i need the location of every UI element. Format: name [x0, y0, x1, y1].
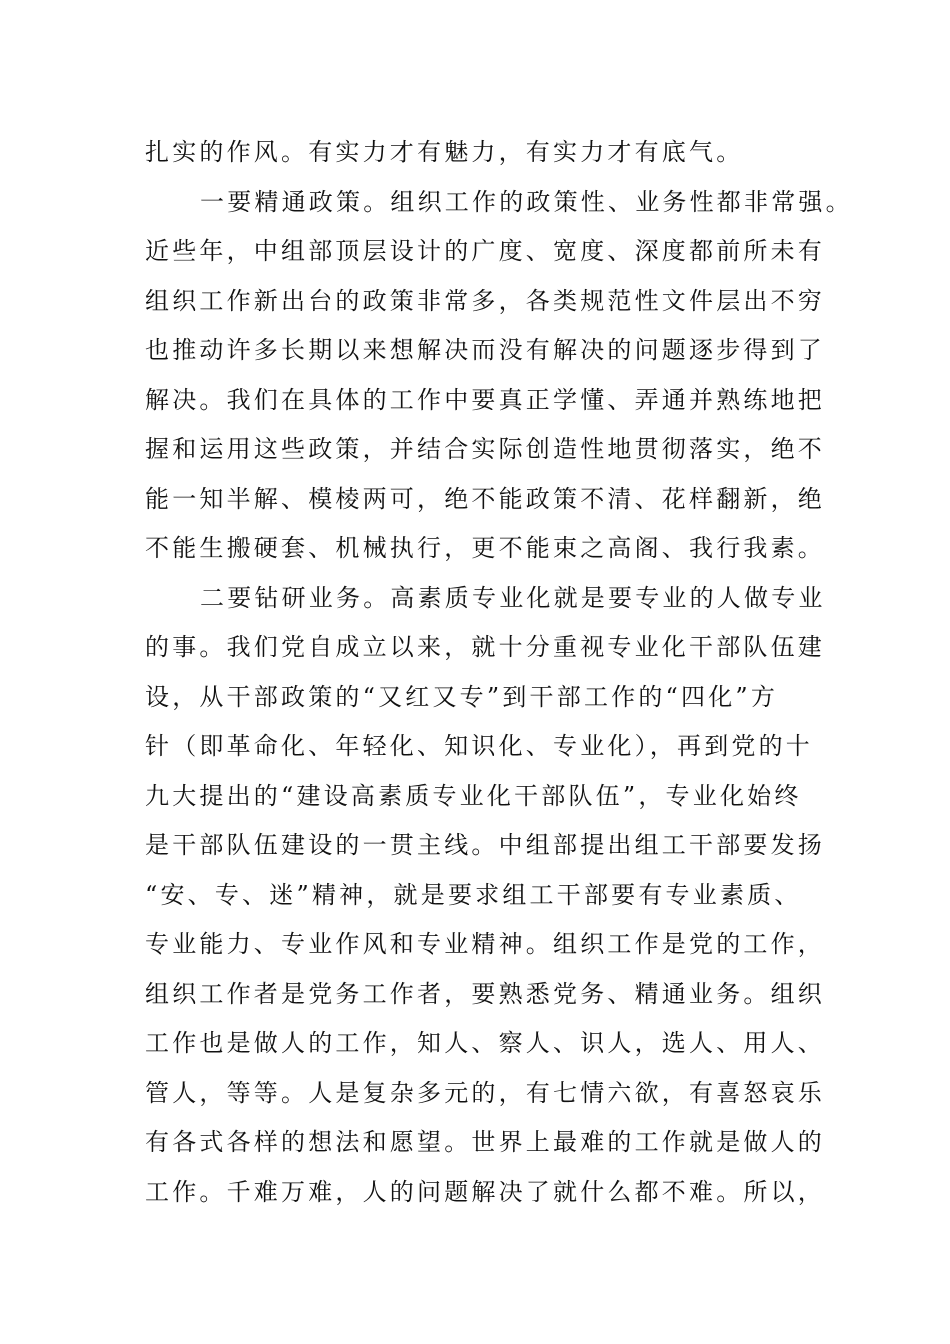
text-line: 近些年，中组部顶层设计的广度、宽度、深度都前所未有: [145, 237, 825, 265]
text-line: 组织工作新出台的政策非常多，各类规范性文件层出不穷: [145, 286, 825, 315]
text-line: 九大提出的“建设高素质专业化干部队伍”，专业化始终: [145, 781, 802, 810]
text-line: 工作。千难万难，人的问题解决了就什么都不难。所以，: [145, 1177, 825, 1206]
text-line: 工作也是做人的工作，知人、察人、识人，选人、用人、: [145, 1029, 825, 1057]
text-line: 不能生搬硬套、机械执行，更不能束之高阁、我行我素。: [145, 534, 825, 562]
body-text: [145, 128, 853, 1217]
text-line: 设，从干部政策的“又红又专”到干部工作的“四化”方: [145, 682, 779, 711]
text-line: “安、专、迷”精神，就是要求组工干部要有专业素质、: [145, 880, 802, 909]
text-line: 解决。我们在具体的工作中要真正学懂、弄通并熟练地把: [145, 385, 825, 414]
text-line: 的事。我们党自成立以来，就十分重视专业化干部队伍建: [145, 633, 825, 661]
text-line: 针（即革命化、年轻化、知识化、专业化），再到党的十: [145, 732, 813, 760]
text-line: 能一知半解、模棱两可，绝不能政策不清、花样翻新，绝: [145, 484, 825, 513]
text-line: 管人，等等。人是复杂多元的，有七情六欲，有喜怒哀乐: [145, 1078, 825, 1107]
text-line: 二要钻研业务。高素质专业化就是要专业的人做专业: [200, 583, 826, 612]
text-line: 一要精通政策。组织工作的政策性、业务性都非常强。: [200, 187, 853, 216]
text-line: 扎实的作风。有实力才有魅力，有实力才有底气。: [145, 138, 744, 166]
text-line: 专业能力、专业作风和专业精神。组织工作是党的工作，: [145, 930, 825, 958]
text-line: 也推动许多长期以来想解决而没有解决的问题逐步得到了: [145, 336, 825, 364]
text-line: 组织工作者是党务工作者，要熟悉党务、精通业务。组织: [145, 979, 825, 1008]
text-line: 是干部队伍建设的一贯主线。中组部提出组工干部要发扬: [145, 831, 825, 859]
text-line: 有各式各样的想法和愿望。世界上最难的工作就是做人的: [145, 1128, 825, 1156]
text-line: 握和运用这些政策，并结合实际创造性地贯彻落实，绝不: [145, 435, 825, 463]
